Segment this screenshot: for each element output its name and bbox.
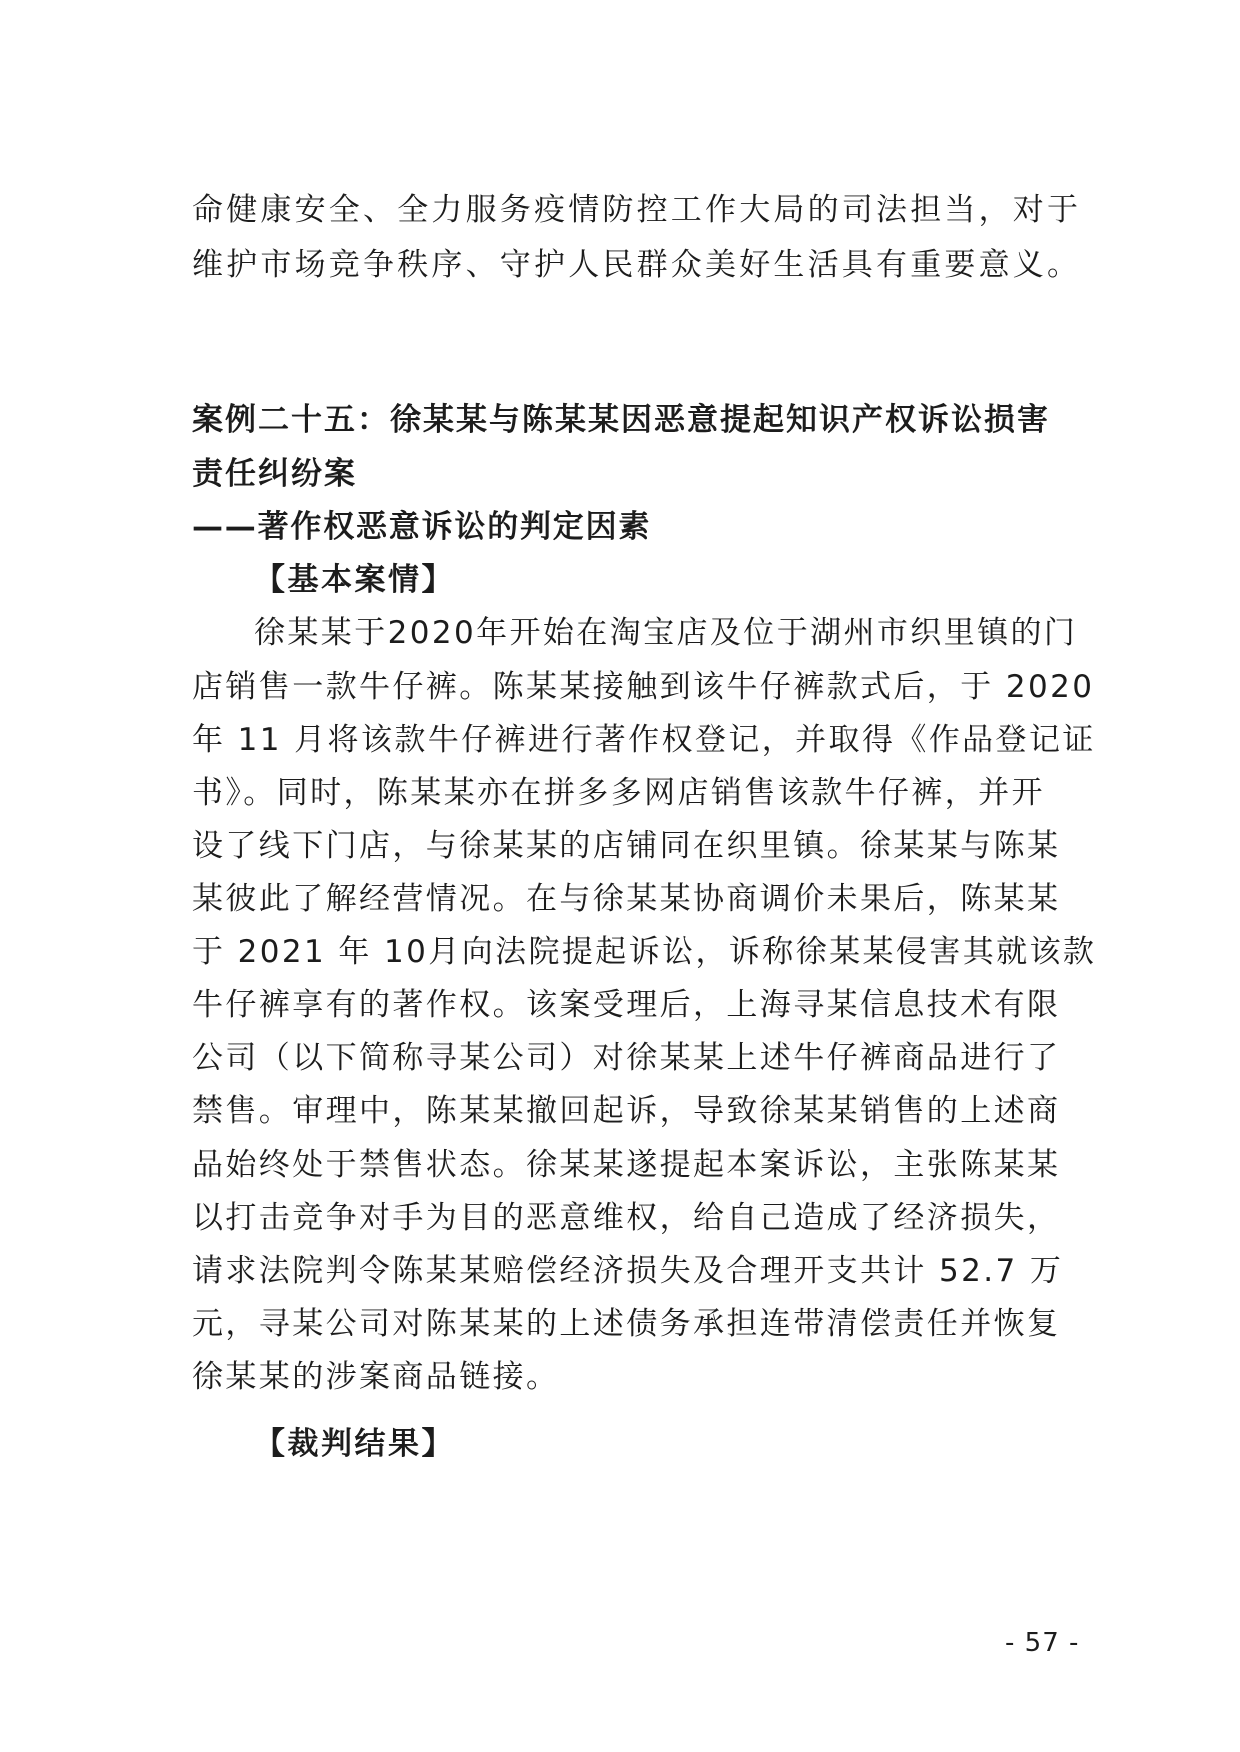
page-number: - 57 - xyxy=(1005,1628,1080,1658)
paragraph-line: 以打击竞争对手为目的恶意维权，给自己造成了经济损失， xyxy=(192,1200,1061,1236)
paragraph-line: 元，寻某公司对陈某某的上述债务承担连带清偿责任并恢复 xyxy=(192,1306,1061,1342)
paragraph-line: 书》。同时，陈某某亦在拼多多网店销售该款牛仔裤，并开 xyxy=(192,775,1045,811)
paragraph-line: 请求法院判令陈某某赔偿经济损失及合理开支共计 52.7 万 xyxy=(192,1253,1064,1289)
paragraph-line: 店销售一款牛仔裤。陈某某接触到该牛仔裤款式后，于 2020 xyxy=(192,669,1095,705)
paragraph-line: 公司（以下简称寻某公司）对徐某某上述牛仔裤商品进行了 xyxy=(192,1040,1061,1076)
section-heading-basic-facts: 【基本案情】 xyxy=(254,562,455,598)
paragraph-line: 徐某某于2020年开始在淘宝店及位于湖州市织里镇的门 xyxy=(254,615,1078,651)
intro-line: 命健康安全、全力服务疫情防控工作大局的司法担当，对于 xyxy=(192,192,1082,228)
paragraph-line: 禁售。审理中，陈某某撤回起诉，导致徐某某销售的上述商 xyxy=(192,1093,1061,1129)
case-title-line: 责任纠纷案 xyxy=(192,456,357,492)
section-heading-judgment: 【裁判结果】 xyxy=(254,1426,455,1462)
paragraph-line: 于 2021 年 10月向法院提起诉讼，诉称徐某某侵害其就该款 xyxy=(192,934,1097,970)
paragraph-line: 品始终处于禁售状态。徐某某遂提起本案诉讼，主张陈某某 xyxy=(192,1147,1061,1183)
intro-line: 维护市场竞争秩序、守护人民群众美好生活具有重要意义。 xyxy=(192,247,1082,283)
paragraph-line: 年 11 月将该款牛仔裤进行著作权登记，并取得《作品登记证 xyxy=(192,722,1096,758)
paragraph-line: 徐某某的涉案商品链接。 xyxy=(192,1359,560,1395)
case-title-line: 案例二十五：徐某某与陈某某因恶意提起知识产权诉讼损害 xyxy=(192,402,1050,438)
paragraph-line: 设了线下门店，与徐某某的店铺同在织里镇。徐某某与陈某 xyxy=(192,828,1061,864)
paragraph-line: 某彼此了解经营情况。在与徐某某协商调价未果后，陈某某 xyxy=(192,881,1061,917)
case-subtitle: ——著作权恶意诉讼的判定因素 xyxy=(192,509,652,545)
paragraph-line: 牛仔裤享有的著作权。该案受理后，上海寻某信息技术有限 xyxy=(192,987,1061,1023)
